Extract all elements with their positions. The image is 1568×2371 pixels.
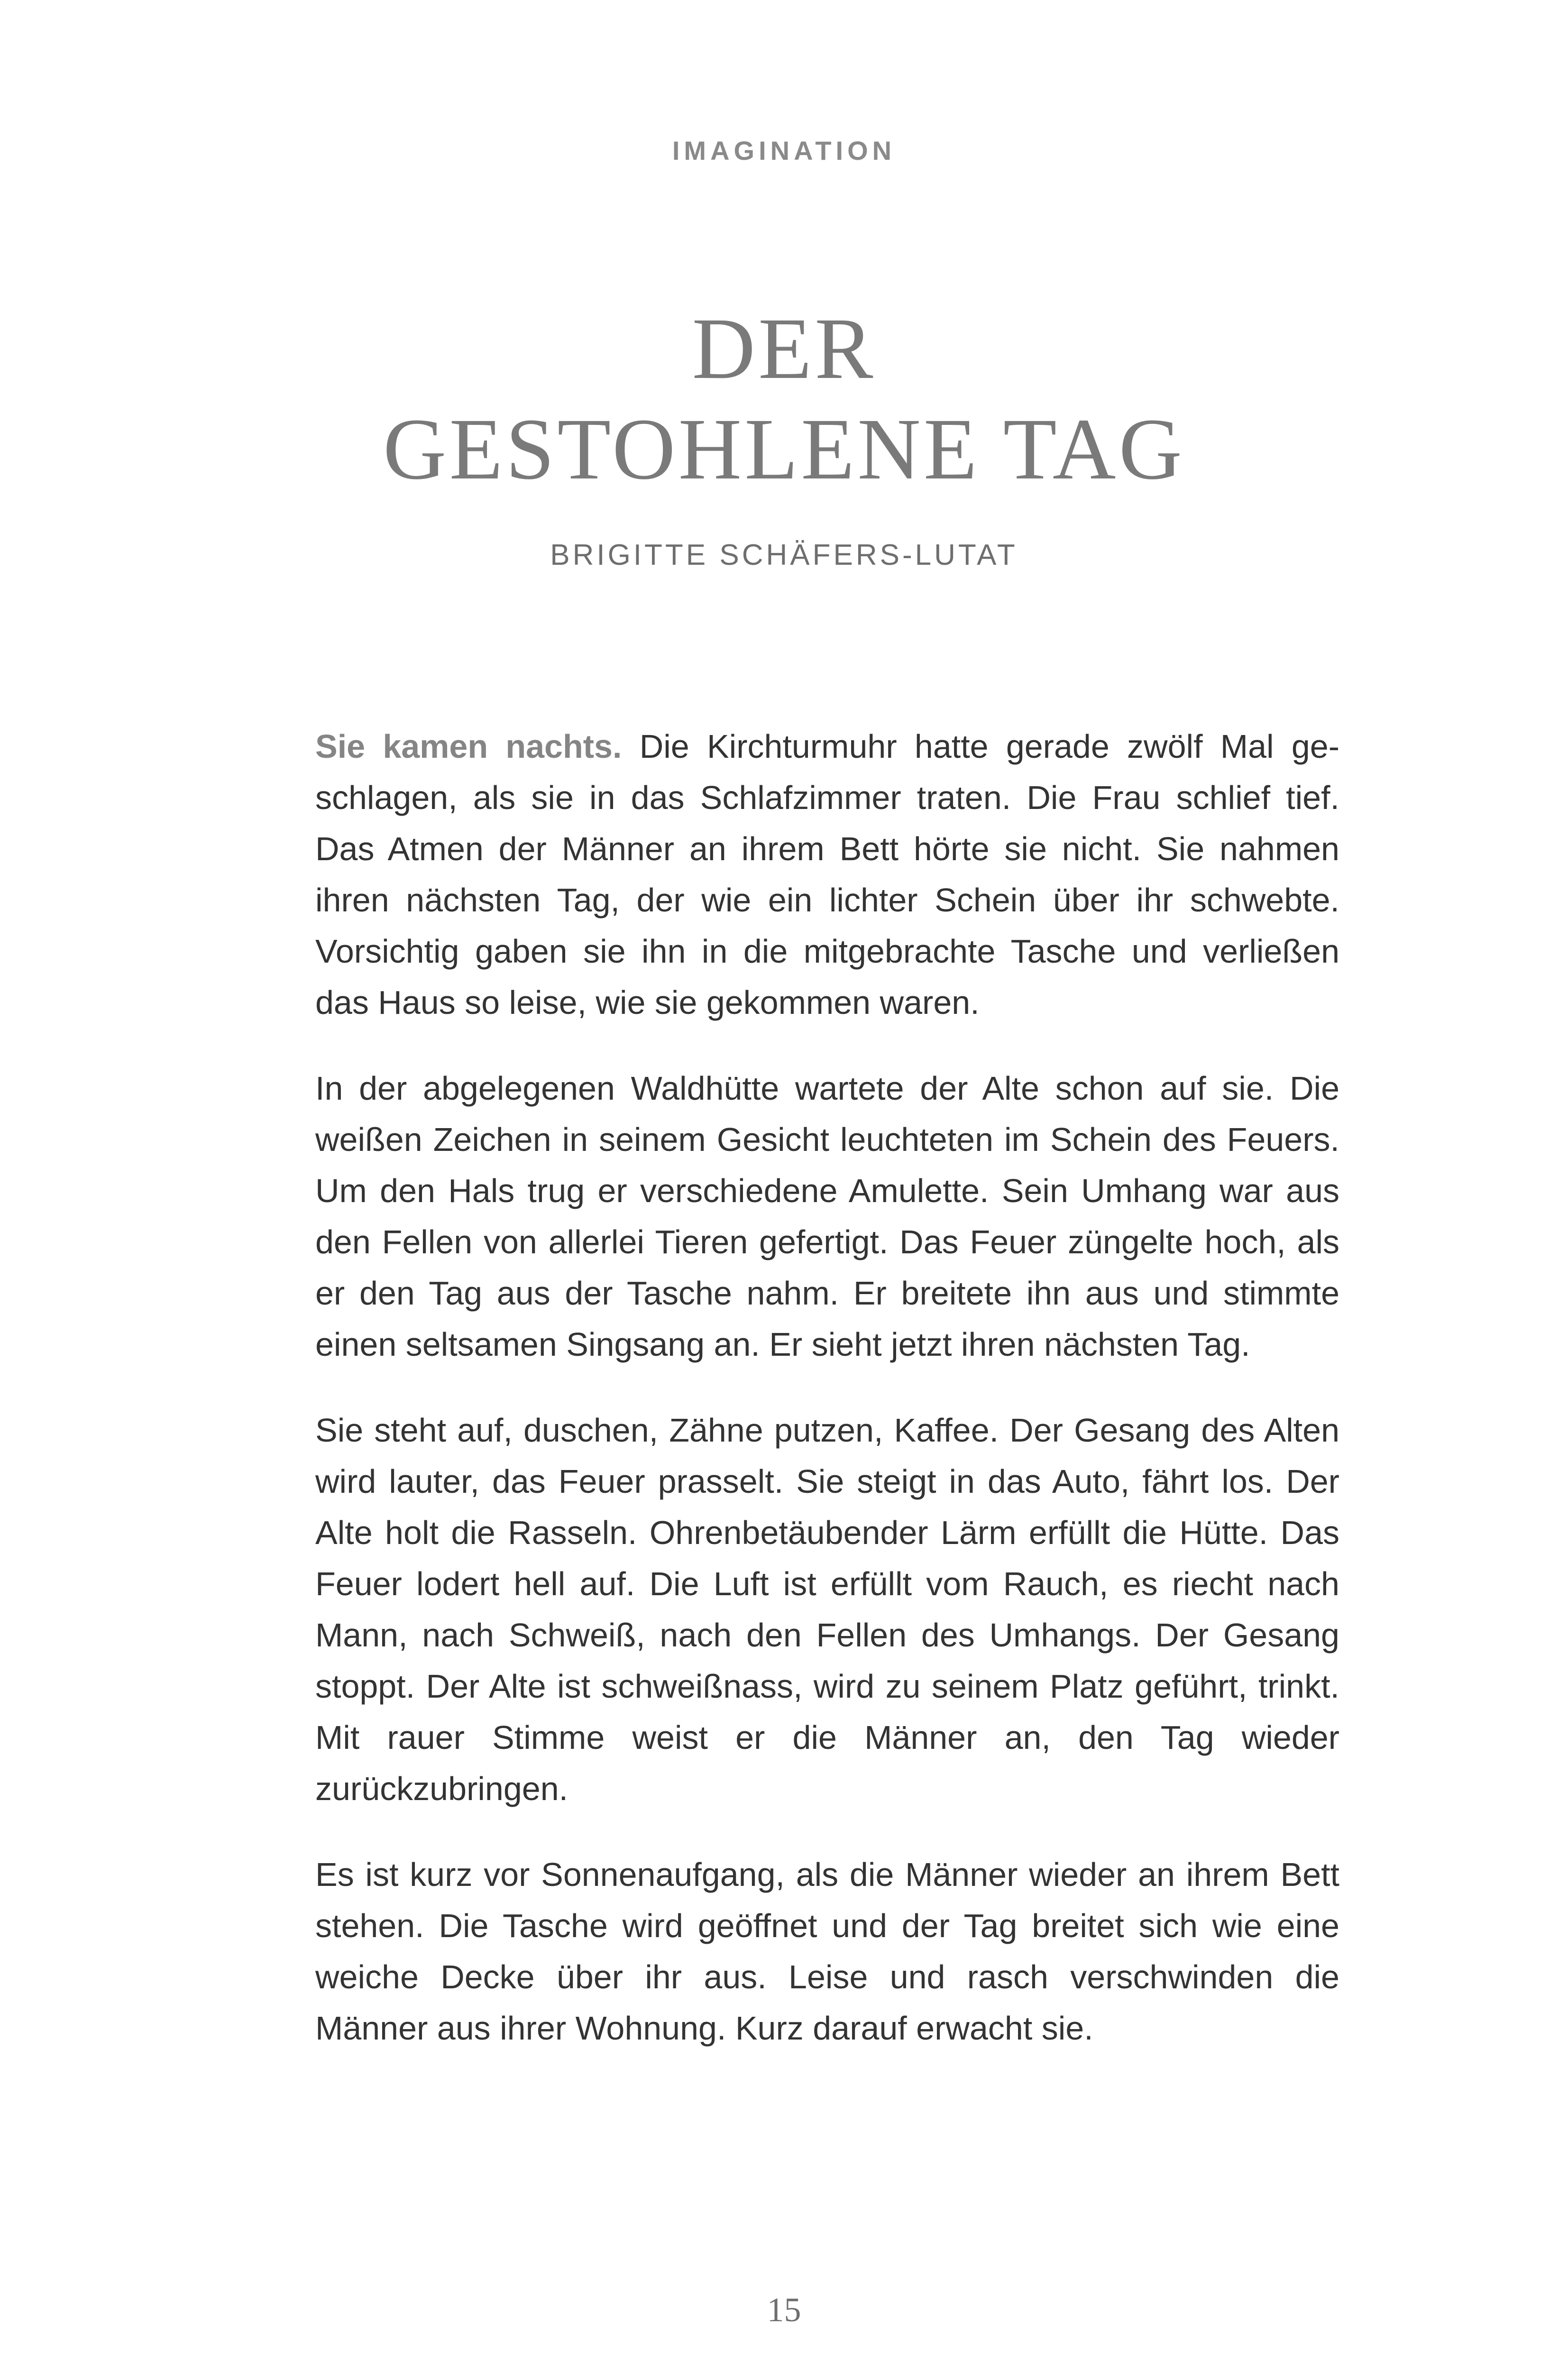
paragraph-text: In der abgelegenen Waldhütte wartete der Alte schon auf sie. Die weißen Zeichen in seinem Gesicht leuchteten im Schein des Feuers. Um den Hals trug er verschiedene Amulette. Sein Umhang war aus den Fellen von allerlei Tieren gefertigt. Das Feuer züngelte hoch, als er den Tag aus der Tasche nahm. Er breitete ihn aus und stimmte einen seltsamen Singsang an. Er sieht jetzt ihren nächsten Tag.	[315, 1070, 1339, 1363]
article-title	[0, 299, 1568, 500]
page-number: 15	[767, 2291, 801, 2329]
section-label: IMAGINATION	[672, 136, 896, 165]
paragraph-2	[315, 1063, 1339, 1370]
article-body	[315, 721, 1339, 2088]
author-name: BRIGITTE SCHÄFERS-LUTAT	[550, 539, 1018, 571]
paragraph-1	[315, 721, 1339, 1028]
paragraph-text: Sie steht auf, duschen, Zähne putzen, Kaffee. Der Gesang des Alten wird lauter, das Feuer prasselt. Sie steigt in das Auto, fährt los. Der Alte holt die Rasseln. Ohrenbetäubender Lärm erfüllt die Hütte. Das Feuer lodert hell auf. Die Luft ist erfüllt vom Rauch, es riecht nach Mann, nach Schweiß, nach den Fellen des Umhangs. Der Gesang stoppt. Der Alte ist schweißnass, wird zu seinem Platz geführt, trinkt. Mit rauer Stimme weist er die Männer an, den Tag wieder zurückzubringen.	[315, 1412, 1339, 1807]
paragraph-lead: Sie kamen nachts.	[315, 728, 622, 765]
title-line-2: GESTOHLENE TAG	[383, 401, 1185, 498]
title-line-1: DER	[692, 300, 876, 397]
paragraph-text: Die Kirchturmuhr hatte gerade zwölf Mal geschlagen, als sie in das Schlafzimmer traten. Die Frau schlief tief. Das Atmen der Männer an ihrem Bett hörte sie nicht. Sie nahmen ihren nächsten Tag, der wie ein lichter Schein über ihr schwebte. Vorsichtig gaben sie ihn in die mitgebrachte Tasche und verließen das Haus so leise, wie sie gekommen waren.	[315, 728, 1339, 1021]
paragraph-4	[315, 1849, 1339, 2054]
paragraph-text: Es ist kurz vor Sonnenaufgang, als die Männer wieder an ihrem Bett stehen. Die Tasche wird geöffnet und der Tag breitet sich wie eine weiche Decke über ihr aus. Leise und rasch verschwinden die Männer aus ihrer Wohnung. Kurz darauf erwacht sie.	[315, 1856, 1339, 2047]
paragraph-3	[315, 1405, 1339, 1814]
